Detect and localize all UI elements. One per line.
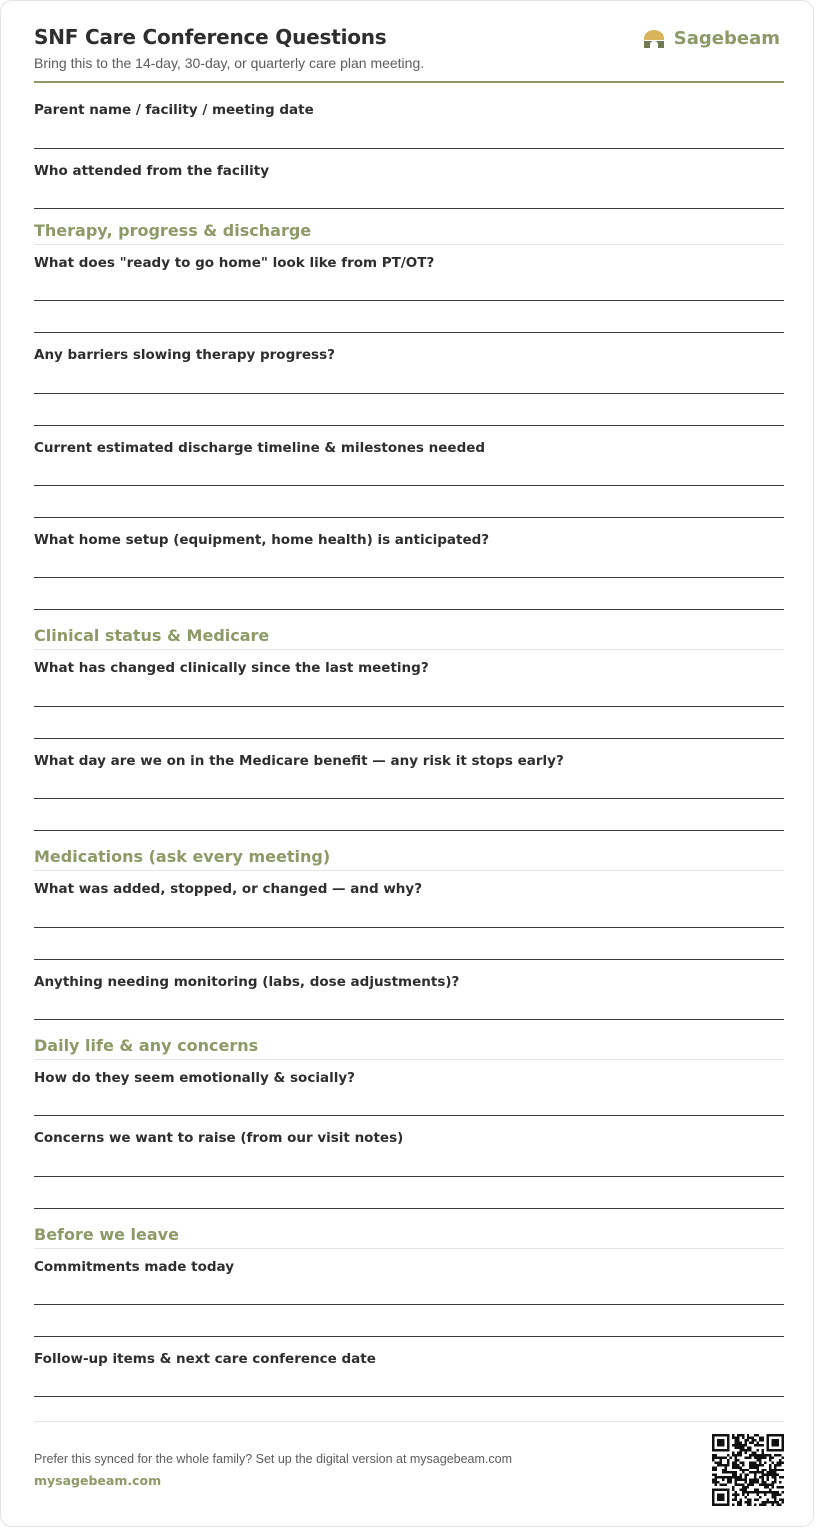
header-divider [34, 81, 784, 83]
answer-line[interactable] [34, 830, 784, 831]
question-label: Concerns we want to raise (from our visit notes) [34, 1130, 404, 1146]
section-title: Before we leave [34, 1225, 179, 1244]
answer-line[interactable] [34, 300, 784, 301]
question-label: What day are we on in the Medicare benefit — any risk it stops early? [34, 753, 564, 769]
answer-line[interactable] [34, 1396, 784, 1397]
answer-line[interactable] [34, 1304, 784, 1305]
answer-line[interactable] [34, 706, 784, 707]
question-label: Current estimated discharge timeline & milestones needed [34, 440, 486, 456]
question-label: Anything needing monitoring (labs, dose adjustments)? [34, 974, 460, 990]
section-title: Daily life & any concerns [34, 1036, 259, 1055]
answer-line[interactable] [34, 425, 784, 426]
question-label: Parent name / facility / meeting date [34, 102, 314, 118]
answer-line[interactable] [34, 577, 784, 578]
answer-line[interactable] [34, 1336, 784, 1337]
answer-line[interactable] [34, 332, 784, 333]
answer-line[interactable] [34, 1208, 784, 1209]
brand-name: Sagebeam [673, 28, 780, 49]
qr-code-icon[interactable] [712, 1434, 784, 1506]
page-subtitle: Bring this to the 14-day, 30-day, or quarterly care plan meeting. [34, 55, 425, 71]
section-title: Medications (ask every meeting) [34, 847, 331, 866]
answer-line[interactable] [34, 1115, 784, 1116]
answer-line[interactable] [34, 393, 784, 394]
answer-line[interactable] [34, 485, 784, 486]
section-title: Clinical status & Medicare [34, 626, 270, 645]
brand-logo [643, 28, 780, 49]
answer-line[interactable] [34, 927, 784, 928]
section-divider [34, 1059, 784, 1060]
question-label: Commitments made today [34, 1259, 235, 1275]
footer-link[interactable]: mysagebeam.com [34, 1473, 162, 1488]
answer-line[interactable] [34, 148, 784, 149]
answer-line[interactable] [34, 1176, 784, 1177]
question-label: Who attended from the facility [34, 163, 270, 179]
footer-text: Prefer this synced for the whole family? Set up the digital version at mysagebeam.com [34, 1452, 513, 1466]
answer-line[interactable] [34, 738, 784, 739]
page-title: SNF Care Conference Questions [34, 25, 387, 49]
question-label: What does "ready to go home" look like from PT/OT? [34, 255, 435, 271]
answer-line[interactable] [34, 798, 784, 799]
answer-line[interactable] [34, 517, 784, 518]
answer-line[interactable] [34, 959, 784, 960]
question-label: What was added, stopped, or changed — and why? [34, 881, 423, 897]
section-divider [34, 870, 784, 871]
sagebeam-logo-icon [643, 30, 665, 48]
question-label: How do they seem emotionally & socially? [34, 1070, 355, 1086]
question-label: Follow-up items & next care conference date [34, 1351, 376, 1367]
section-title: Therapy, progress & discharge [34, 221, 312, 240]
section-divider [34, 1248, 784, 1249]
answer-line[interactable] [34, 609, 784, 610]
section-divider [34, 649, 784, 650]
question-label: What has changed clinically since the last meeting? [34, 660, 429, 676]
section-divider [34, 244, 784, 245]
answer-line[interactable] [34, 208, 784, 209]
footer-divider [34, 1421, 784, 1422]
question-label: What home setup (equipment, home health) is anticipated? [34, 532, 490, 548]
question-label: Any barriers slowing therapy progress? [34, 347, 335, 363]
answer-line[interactable] [34, 1019, 784, 1020]
